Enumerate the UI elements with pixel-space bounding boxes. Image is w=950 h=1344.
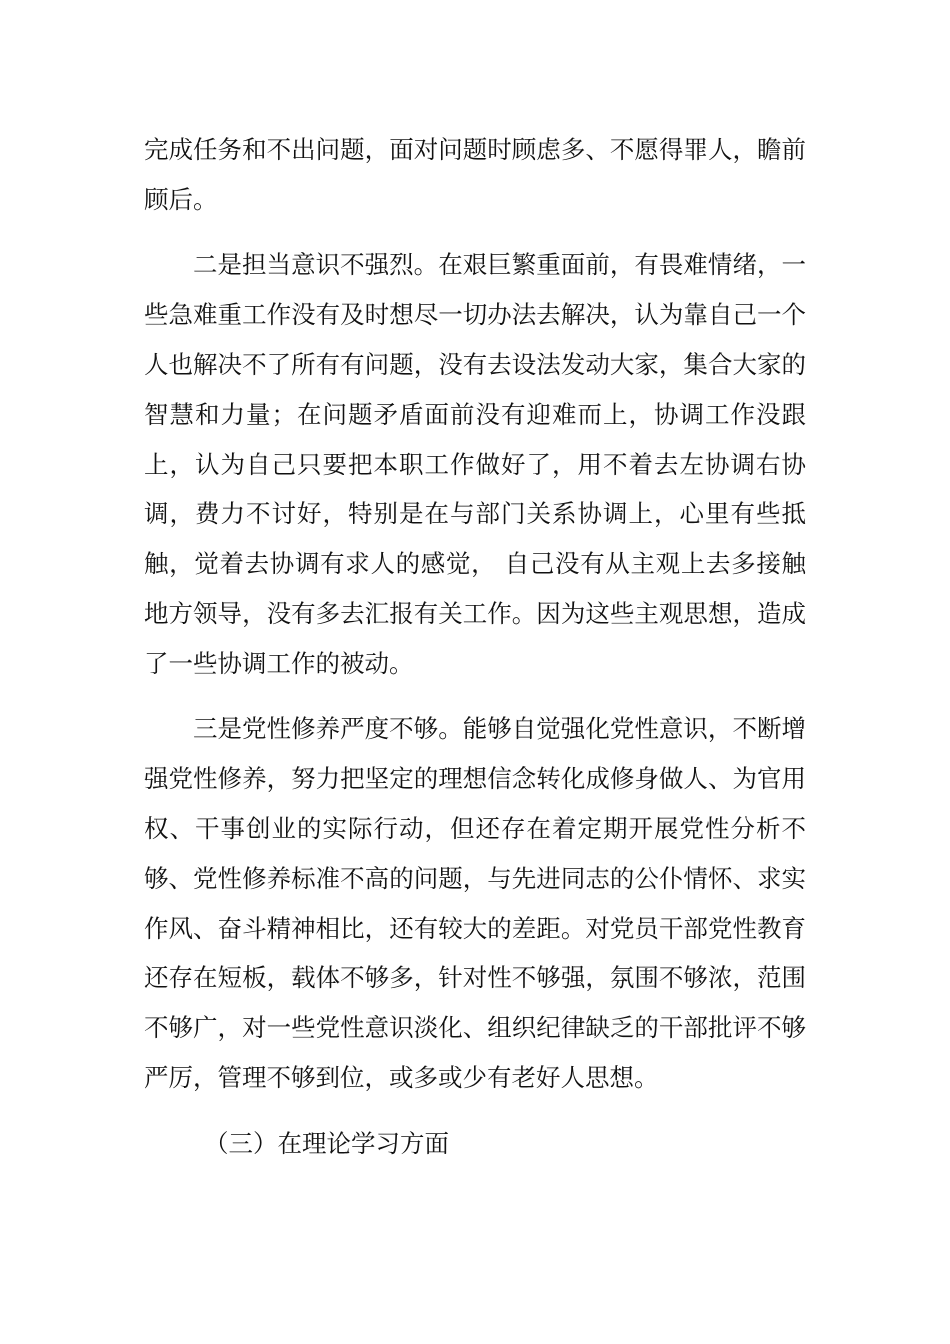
paragraph-continuation: 完成任务和不出问题，面对问题时顾虑多、不愿得罪人，瞻前顾后。 [144, 135, 806, 214]
paragraph-responsibility: 二是担当意识不强烈。在艰巨繁重面前，有畏难情绪，一些急难重工作没有及时想尽一切办法去解决，认为靠自己一个人也解决不了所有有问题，没有去设法发动大家，集合大家的智慧和力量；在问题矛盾面前没有迎难而上，协调工作没跟上，认为自己只要把本职工作做好了，用不着去左协调右协调，费力不讨好，特别是在与部门关系协调上，心里有些抵触，觉着去协调有求人的感觉， 自己没有从主观上去多接触地方领导，没有多去汇报有关工作。因为这些主观思想，造成了一些协调工作的被动。 [144, 250, 806, 678]
section-heading: （三）在理论学习方面 [204, 1128, 449, 1158]
paragraph-party-spirit: 三是党性修养严度不够。能够自觉强化党性意识，不断增强党性修养，努力把坚定的理想信念转化成修身做人、为官用权、干事创业的实际行动，但还存在着定期开展党性分析不够、党性修养标准不高的问题，与先进同志的公仆情怀、求实作风、奋斗精神相比，还有较大的差距。对党员干部党性教育还存在短板，载体不够多，针对性不够强，氛围不够浓，范围不够广，对一些党性意识淡化、组织纪律缺乏的干部批评不够严厉，管理不够到位，或多或少有老好人思想。 [144, 714, 806, 1092]
document-body [144, 125, 806, 1168]
